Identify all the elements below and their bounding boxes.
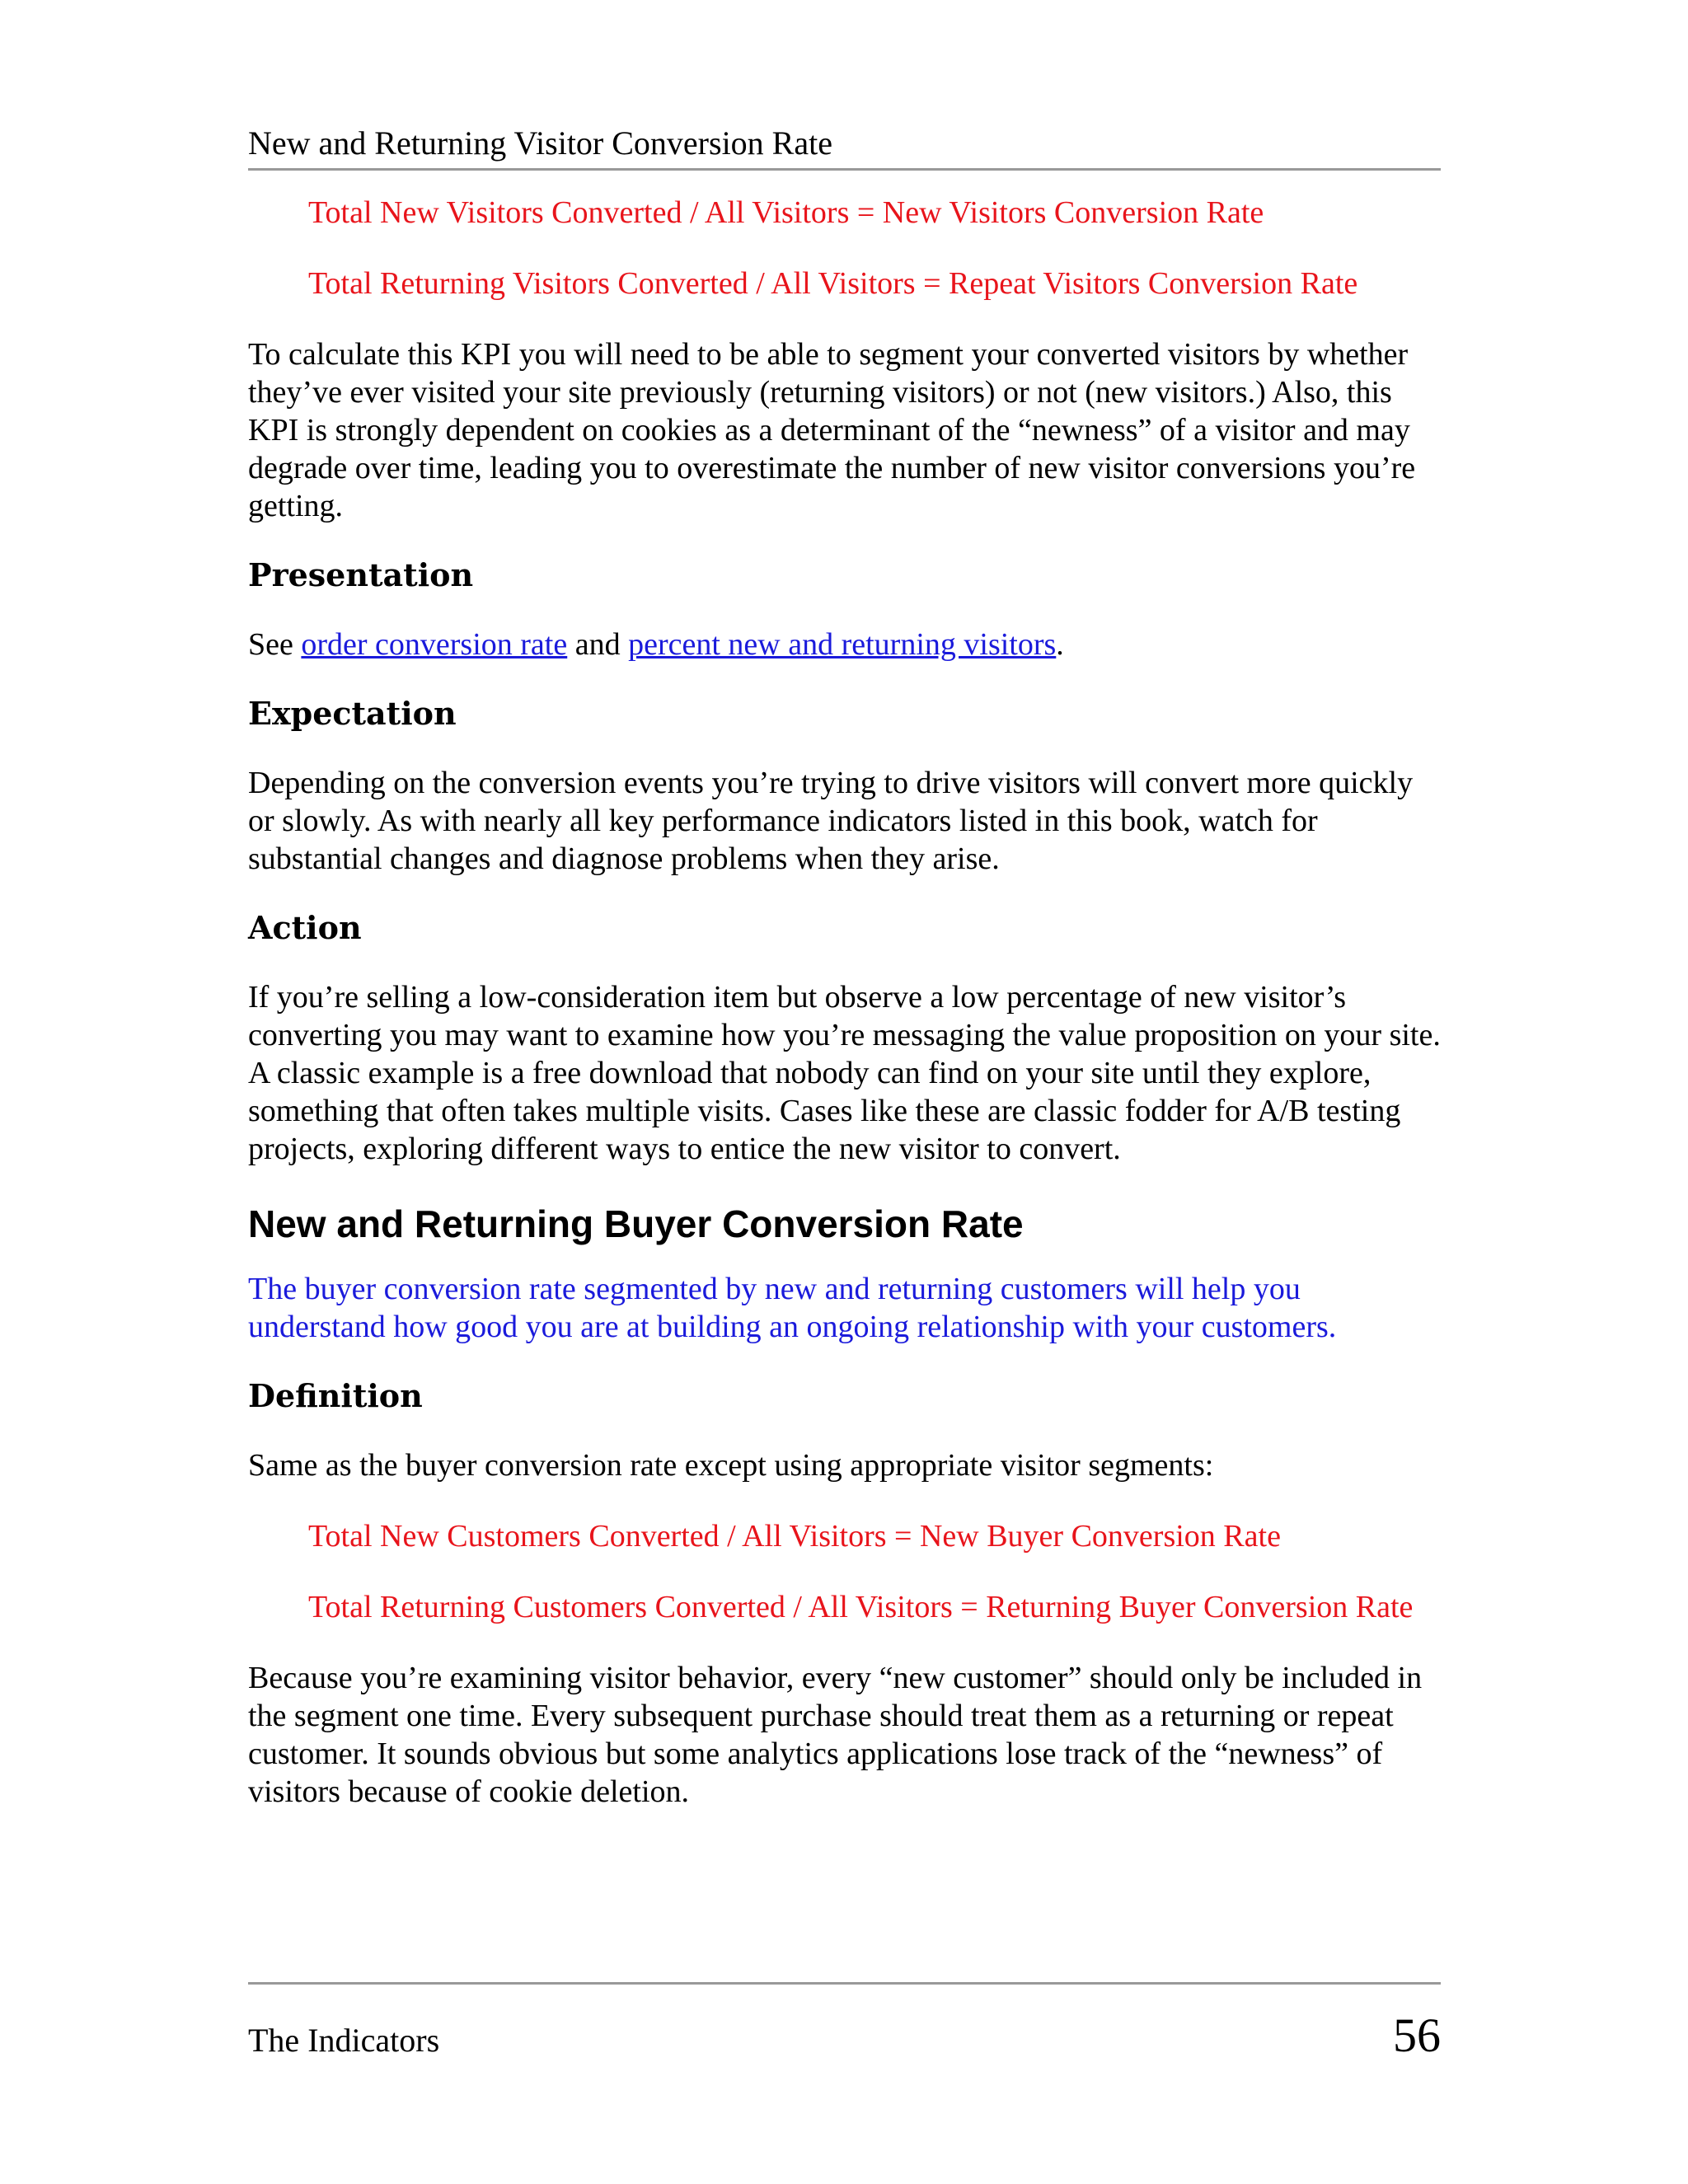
buyer-section-summary: The buyer conversion rate segmented by new and returning customers will help you understand how good you are at building an ongoing relationship with your customers. — [248, 1272, 1337, 1344]
presentation-heading: Presentation — [248, 556, 474, 593]
intro-paragraph: To calculate this KPI you will need to be able to segment your converted visitors by whether they’ve ever visited your site previously (returning visitors) or not (new visitors.) Also, this KPI is strongly dependent on cookies as a determinant of the “newness” of a visitor and may degrade over time, leading you to overestimate the number of new visitor conversions you’re getting. — [248, 337, 1416, 523]
presentation-suffix: . — [1056, 627, 1064, 662]
new-buyer-formula: Total New Customers Converted / All Visitors = New Buyer Conversion Rate — [308, 1519, 1281, 1554]
presentation-middle: and — [567, 627, 629, 662]
order-conversion-rate-link[interactable]: order conversion rate — [301, 627, 568, 662]
definition-paragraph: Same as the buyer conversion rate except using appropriate visitor segments: — [248, 1448, 1214, 1483]
page-number: 56 — [1393, 2008, 1441, 2062]
repeat-visitor-formula: Total Returning Visitors Converted / All Visitors = Repeat Visitors Conversion Rate — [308, 266, 1358, 301]
presentation-prefix: See — [248, 627, 302, 662]
closing-paragraph: Because you’re examining visitor behavior, every “new customer” should only be included in the segment one time. Every subsequent purchase should treat them as a returning or repeat customer. It sounds obvious but some analytics applications lose track of the “newness” of visitors because of cookie deletion. — [248, 1661, 1423, 1809]
page-footer — [248, 1982, 1441, 2063]
percent-new-returning-link[interactable]: percent new and returning visitors — [628, 627, 1057, 662]
new-visitor-formula: Total New Visitors Converted / All Visitors = New Visitors Conversion Rate — [308, 195, 1264, 230]
action-heading: Action — [248, 909, 362, 946]
action-paragraph: If you’re selling a low-consideration item but observe a low percentage of new visitor’s converting you may want to examine how you’re messaging the value proposition on your site. A classic example is a free download that nobody can find on your site until they explore, something that often takes multiple visits. Cases like these are classic fodder for A/B testing projects, exploring different ways to entice the new visitor to convert. — [248, 980, 1441, 1166]
page-content — [248, 124, 1441, 1811]
running-header: New and Returning Visitor Conversion Rate — [248, 124, 1441, 171]
footer-title: The Indicators — [248, 2022, 440, 2059]
presentation-paragraph — [248, 626, 1441, 663]
returning-buyer-formula: Total Returning Customers Converted / All Visitors = Returning Buyer Conversion Rate — [308, 1590, 1414, 1624]
expectation-paragraph: Depending on the conversion events you’re trying to drive visitors will convert more quickly or slowly. As with nearly all key performance indicators listed in this book, watch for substantial changes and diagnose problems when they arise. — [248, 766, 1414, 876]
definition-heading: Definition — [248, 1377, 423, 1414]
expectation-heading: Expectation — [248, 695, 457, 732]
buyer-section-title: New and Returning Buyer Conversion Rate — [248, 1202, 1024, 1245]
